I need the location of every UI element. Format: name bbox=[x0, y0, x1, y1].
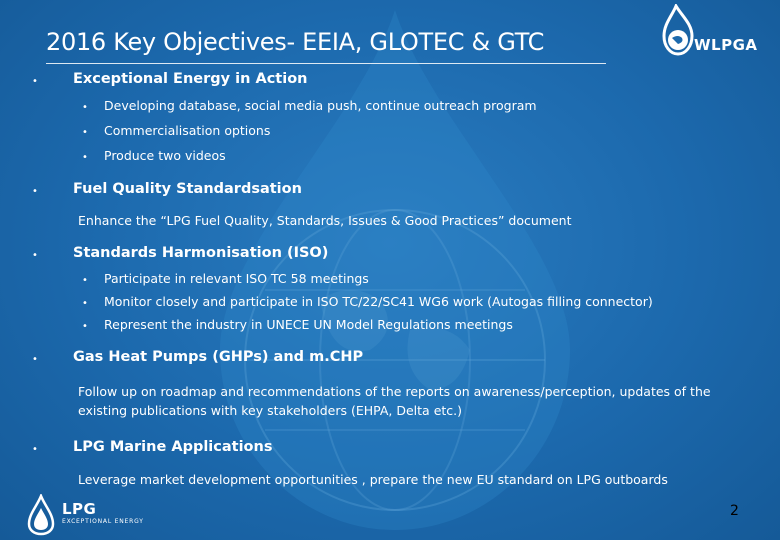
section-heading-eeia: Exceptional Energy in Action bbox=[73, 71, 308, 87]
section-text: Leverage market development opportunities , prepare the new EU standard on LPG outboards bbox=[78, 472, 668, 487]
list-item: Participate in relevant ISO TC 58 meetings bbox=[104, 271, 369, 286]
footer-tagline: EXCEPTIONAL ENERGY bbox=[62, 518, 144, 525]
section-text: Follow up on roadmap and recommendations of the reports on awareness/perception, updates of the existing publications with key stakeholders (EHPA, Delta etc.) bbox=[78, 384, 711, 418]
title-divider bbox=[46, 63, 606, 64]
bullet-icon: • bbox=[82, 275, 88, 286]
bullet-icon: • bbox=[32, 76, 38, 87]
bullet-icon: • bbox=[82, 152, 88, 163]
bullet-icon: • bbox=[32, 354, 38, 365]
bullet-icon: • bbox=[82, 102, 88, 113]
page-number: 2 bbox=[730, 503, 739, 519]
list-item: Commercialisation options bbox=[104, 123, 271, 138]
bullet-icon: • bbox=[82, 127, 88, 138]
bullet-icon: • bbox=[82, 298, 88, 309]
bullet-icon: • bbox=[32, 444, 38, 455]
list-item: Monitor closely and participate in ISO TC/22/SC41 WG6 work (Autogas filling connector) bbox=[104, 294, 653, 309]
bullet-icon: • bbox=[32, 250, 38, 261]
section-heading-ghp: Gas Heat Pumps (GHPs) and m.CHP bbox=[73, 349, 364, 365]
section-heading-iso: Standards Harmonisation (ISO) bbox=[73, 245, 329, 261]
section-heading-fuel-quality: Fuel Quality Standardsation bbox=[73, 181, 302, 197]
section-heading-marine: LPG Marine Applications bbox=[73, 439, 273, 455]
bullet-icon: • bbox=[32, 186, 38, 197]
page-title: 2016 Key Objectives- EEIA, GLOTEC & GTC bbox=[46, 28, 545, 56]
section-text: Enhance the “LPG Fuel Quality, Standards, Issues & Good Practices” document bbox=[78, 213, 572, 228]
list-item: Represent the industry in UNECE UN Model Regulations meetings bbox=[104, 317, 513, 332]
bullet-icon: • bbox=[82, 321, 88, 332]
footer-brand: LPG bbox=[62, 500, 97, 518]
lpg-drop-logo-icon bbox=[26, 494, 56, 536]
list-item: Developing database, social media push, continue outreach program bbox=[104, 98, 537, 113]
wlpga-logo-text: WLPGA bbox=[694, 36, 758, 54]
list-item: Produce two videos bbox=[104, 148, 226, 163]
